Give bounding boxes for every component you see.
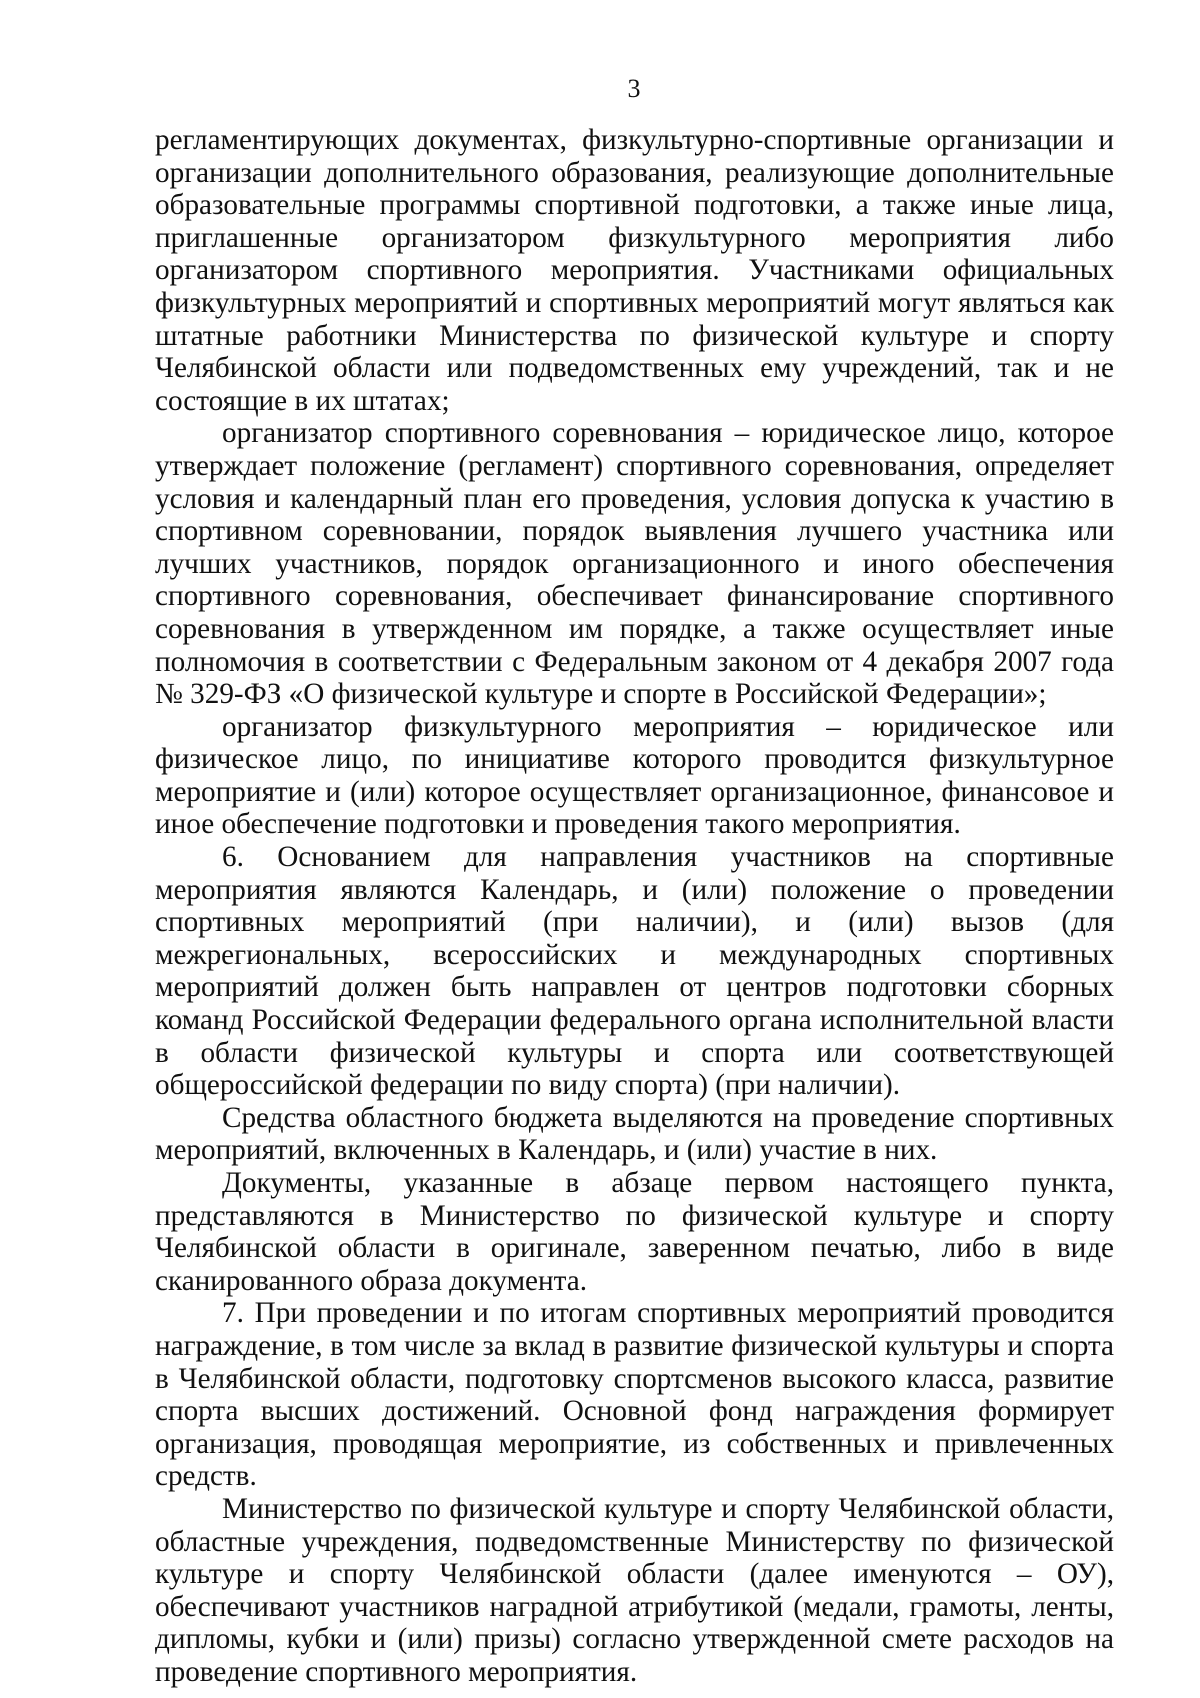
paragraph-item-6: 6. Основанием для направления участников на спортивные мероприятия являются Календарь, и (или) положение о проведении спортивных мероприятий (при наличии), и (или) вызов (для межрегиональных, всероссийских и международных спортивных мероприятий должен быть направлен от центров подготовки сборных команд Российской Федерации федерального органа исполнительной власти в области физической культуры и спорта или соответствующей общероссийской федерации по виду спорта) (при наличии). <box>155 841 1114 1102</box>
paragraph-documents: Документы, указанные в абзаце первом настоящего пункта, представляются в Министерство по физической культуре и спорту Челябинской области в оригинале, заверенном печатью, либо в виде сканированного образа документа. <box>155 1167 1114 1297</box>
paragraph-competition-organizer: организатор спортивного соревнования – юридическое лицо, которое утверждает положение (регламент) спортивного соревнования, определяет условия и календарный план его проведения, условия допуска к участию в спортивном соревновании, порядок выявления лучшего участника или лучших участников, порядок организационного и иного обеспечения спортивного соревнования, обеспечивает финансирование спортивного соревнования в утвержденном им порядке, а также осуществляет иные полномочия в соответствии с Федеральным законом от 4 декабря 2007 года № 329-ФЗ «О физической культуре и спорте в Российской Федерации»; <box>155 417 1114 711</box>
paragraph-budget-funds: Средства областного бюджета выделяются на проведение спортивных мероприятий, включенных в Календарь, и (или) участие в них. <box>155 1101 1114 1167</box>
paragraph-event-organizer: организатор физкультурного мероприятия – юридическое или физическое лицо, по инициативе которого проводится физкультурное мероприятие и (или) которое осуществляет организационное, финансовое и иное обеспечение подготовки и проведения такого мероприятия. <box>155 710 1114 841</box>
document-body <box>155 124 1114 1689</box>
paragraph-item-7: 7. При проведении и по итогам спортивных мероприятий проводится награждение, в том числе за вклад в развитие физической культуры и спорта в Челябинской области, подготовку спортсменов высокого класса, развитие спорта высших достижений. Основной фонд награждения формирует организация, проводящая мероприятие, из собственных и привлеченных средств. <box>155 1297 1114 1493</box>
page-number: 3 <box>627 74 641 103</box>
paragraph-continuation: регламентирующих документах, физкультурно-спортивные организации и организации дополнительного образования, реализующие дополнительные образовательные программы спортивной подготовки, а также иные лица, приглашенные организатором физкультурного мероприятия либо организатором спортивного мероприятия. Участниками официальных физкультурных мероприятий и спортивных мероприятий могут являться как штатные работники Министерства по физической культуре и спорту Челябинской области или подведомственных ему учреждений, так и не состоящие в их штатах; <box>155 124 1114 417</box>
paragraph-ministry-awards: Министерство по физической культуре и спорту Челябинской области, областные учреждения, подведомственные Министерству по физической культуре и спорту Челябинской области (далее именуются – ОУ), обеспечивают участников наградной атрибутикой (медали, грамоты, ленты, дипломы, кубки и (или) призы) согласно утвержденной смете расходов на проведение спортивного мероприятия. <box>155 1492 1114 1688</box>
